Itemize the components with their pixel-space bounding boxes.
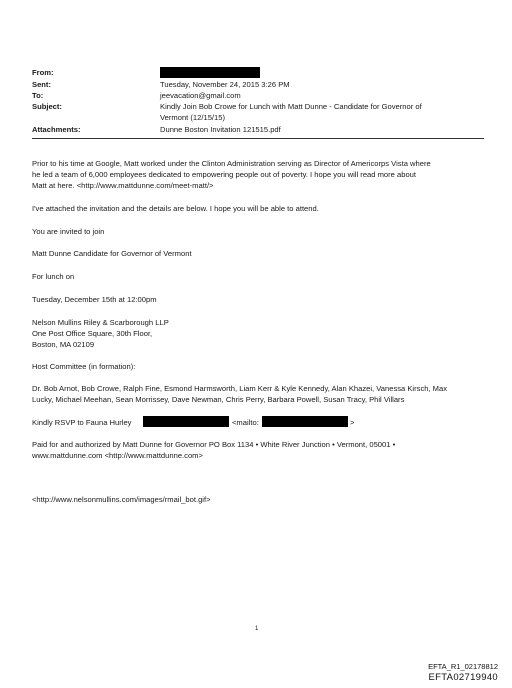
attachment-filename[interactable]: Dunne Boston Invitation 121515.pdf (160, 125, 281, 134)
address-line-1: Nelson Mullins Riley & Scarborough LLP (32, 318, 169, 327)
para-candidate: Matt Dunne Candidate for Governor of Vermont (32, 249, 192, 258)
para-date: Tuesday, December 15th at 12:00pm (32, 295, 157, 304)
footer-id-2: EFTA02719940 (428, 672, 498, 683)
image-link[interactable]: <http://www.nelsonmullins.com/images/rmail_bot.gif> (32, 495, 211, 504)
hosts-line-2: Lucky, Michael Meehan, Sean Morrissey, Dave Newman, Chris Perry, Barbara Powell, Susan Tracy, Phil Villars (32, 395, 405, 404)
footer-id-1: EFTA_R1_02178812 (428, 662, 498, 671)
para1-line1: Prior to his time at Google, Matt worked under the Clinton Administration serving as Director of Americorps Vista where (32, 159, 431, 168)
subject-label: Subject: (32, 102, 62, 111)
subject-line-2: Vermont (12/15/15) (160, 113, 226, 122)
to-value: jeevacation@gmail.com (160, 91, 241, 100)
para-attached: I've attached the invitation and the details are below. I hope you will be able to attend. (32, 204, 319, 213)
redacted-mailto (262, 416, 348, 427)
host-heading: Host Committee (in formation): (32, 362, 136, 371)
subject-line-1: Kindly Join Bob Crowe for Lunch with Matt Dunne - Candidate for Governor of (160, 102, 422, 111)
para1-line2: he led a team of 6,000 employees dedicated to empowering people out of poverty. I hope you will read more about (32, 170, 417, 179)
from-label: From: (32, 68, 54, 77)
address-line-2: One Post Office Square, 30th Floor, (32, 329, 153, 338)
hosts-line-1: Dr. Bob Arnot, Bob Crowe, Ralph Fine, Esmond Harmsworth, Liam Kerr & Kyle Kennedy, Alan Khazei, Vanessa Kirsch, Max (32, 384, 448, 393)
attachments-label: Attachments: (32, 125, 81, 134)
sent-label: Sent: (32, 80, 51, 89)
paid-line-1: Paid for and authorized by Matt Dunne for Governor PO Box 1134 • White River Junction • Vermont, 05001 • (32, 440, 396, 449)
redacted-email (143, 416, 229, 427)
paid-line-2[interactable]: www.mattdunne.com <http://www.mattdunne.com> (32, 451, 203, 460)
address-line-3: Boston, MA 02109 (32, 340, 95, 349)
rsvp-mailto[interactable]: <mailto: (232, 418, 259, 427)
para-lunch: For lunch on (32, 272, 75, 281)
page-number: 1 (255, 626, 259, 632)
rsvp-close: > (350, 418, 355, 427)
rsvp-prefix: Kindly RSVP to Fauna Hurley (32, 418, 132, 427)
header-divider (32, 138, 484, 139)
para-invited: You are invited to join (32, 227, 105, 236)
redacted-sender (160, 67, 260, 78)
sent-value: Tuesday, November 24, 2015 3:26 PM (160, 80, 290, 89)
to-label: To: (32, 91, 44, 100)
para1-line3: Matt at here. <http://www.mattdunne.com/meet-matt/> (32, 181, 214, 190)
